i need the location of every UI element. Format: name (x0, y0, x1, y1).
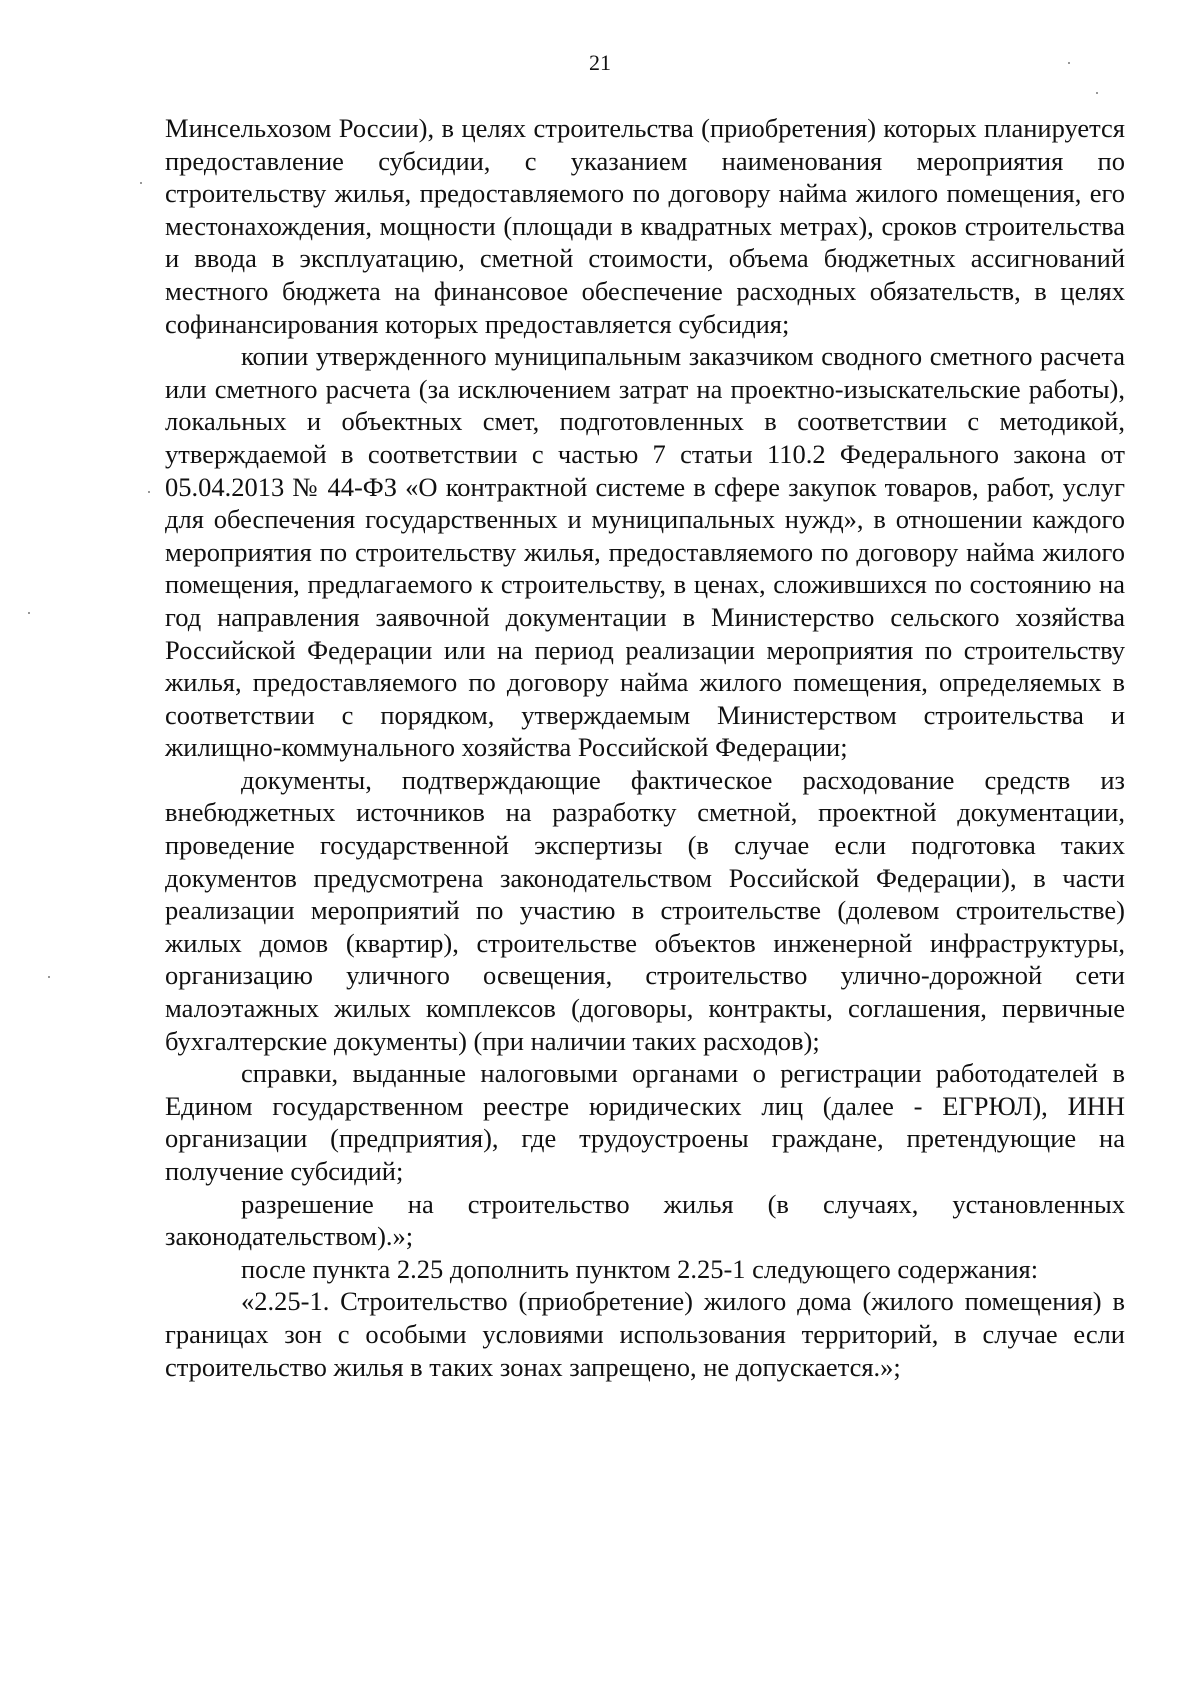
scan-speck (148, 491, 150, 493)
paragraph-clause-2-25-1: «2.25-1. Строительство (приобретение) жилого дома (жилого помещения) в границах зон с особыми условиями использования территорий, в случае если строительство жилья в таких зонах запрещено, не допускается.»; (165, 1286, 1125, 1382)
scan-speck (48, 976, 50, 978)
scan-speck (1096, 92, 1098, 94)
paragraph-amendment-intro: после пункта 2.25 дополнить пунктом 2.25-1 следующего содержания: (241, 1253, 1039, 1284)
scan-speck (1068, 62, 1070, 64)
paragraph-expense-documents: документы, подтверждающие фактическое расходование средств из внебюджетных источников на разработку сметной, проектной документации, проведение государственной экспертизы (в случае если подготовка таких документов предусмотрена законодательством Российской Федерации), в части реализации мероприятий по участию в строительстве (долевом строительстве) жилых домов (квартир), строительстве объектов инженерной инфраструктуры, организацию уличного освещения, строительство улично-дорожной сети малоэтажных жилых комплексов (договоры, контракты, соглашения, первичные бухгалтерские документы) (при наличии таких расходов); (165, 764, 1125, 1056)
document-body (165, 112, 1125, 1383)
paragraph-continuation: Минсельхозом России), в целях строительства (приобретения) которых планируется предоставление субсидии, с указанием наименования мероприятия по строительству жилья, предоставляемого по договору найма жилого помещения, его местонахождения, мощности (площади в квадратных метрах), сроков строительства и ввода в эксплуатацию, сметной стоимости, объема бюджетных ассигнований местного бюджета на финансовое обеспечение расходных обязательств, в целях софинансирования которых предоставляется субсидия; (165, 113, 1125, 339)
scan-speck (140, 182, 142, 184)
paragraph-estimate-copies: копии утвержденного муниципальным заказчиком сводного сметного расчета или сметного расчета (за исключением затрат на проектно-изыскательские работы), локальных и объектных смет, подготовленных в соответствии с методикой, утверждаемой в соответствии с частью 7 статьи 110.2 Федерального закона от 05.04.2013 № 44-ФЗ «О контрактной системе в сфере закупок товаров, работ, услуг для обеспечения государственных и муниципальных нужд», в отношении каждого мероприятия по строительству жилья, предоставляемого по договору найма жилого помещения, предлагаемого к строительству, в ценах, сложившихся по состоянию на год направления заявочной документации в Министерство сельского хозяйства Российской Федерации или на период реализации мероприятия по строительству жилья, предоставляемого по договору найма жилого помещения, определяемых в соответствии с порядком, утверждаемым Министерством строительства и жилищно-коммунального хозяйства Российской Федерации; (165, 341, 1125, 763)
page-number: 21 (589, 50, 611, 75)
scan-speck (28, 612, 30, 614)
paragraph-building-permit: разрешение на строительство жилья (в случаях, установленных законодательством).»; (165, 1188, 1125, 1252)
paragraph-tax-certificates: справки, выданные налоговыми органами о регистрации работодателей в Едином государственном реестре юридических лиц (далее - ЕГРЮЛ), ИНН организации (предприятия), где трудоустроены граждане, претендующие на получение субсидий; (165, 1058, 1125, 1186)
